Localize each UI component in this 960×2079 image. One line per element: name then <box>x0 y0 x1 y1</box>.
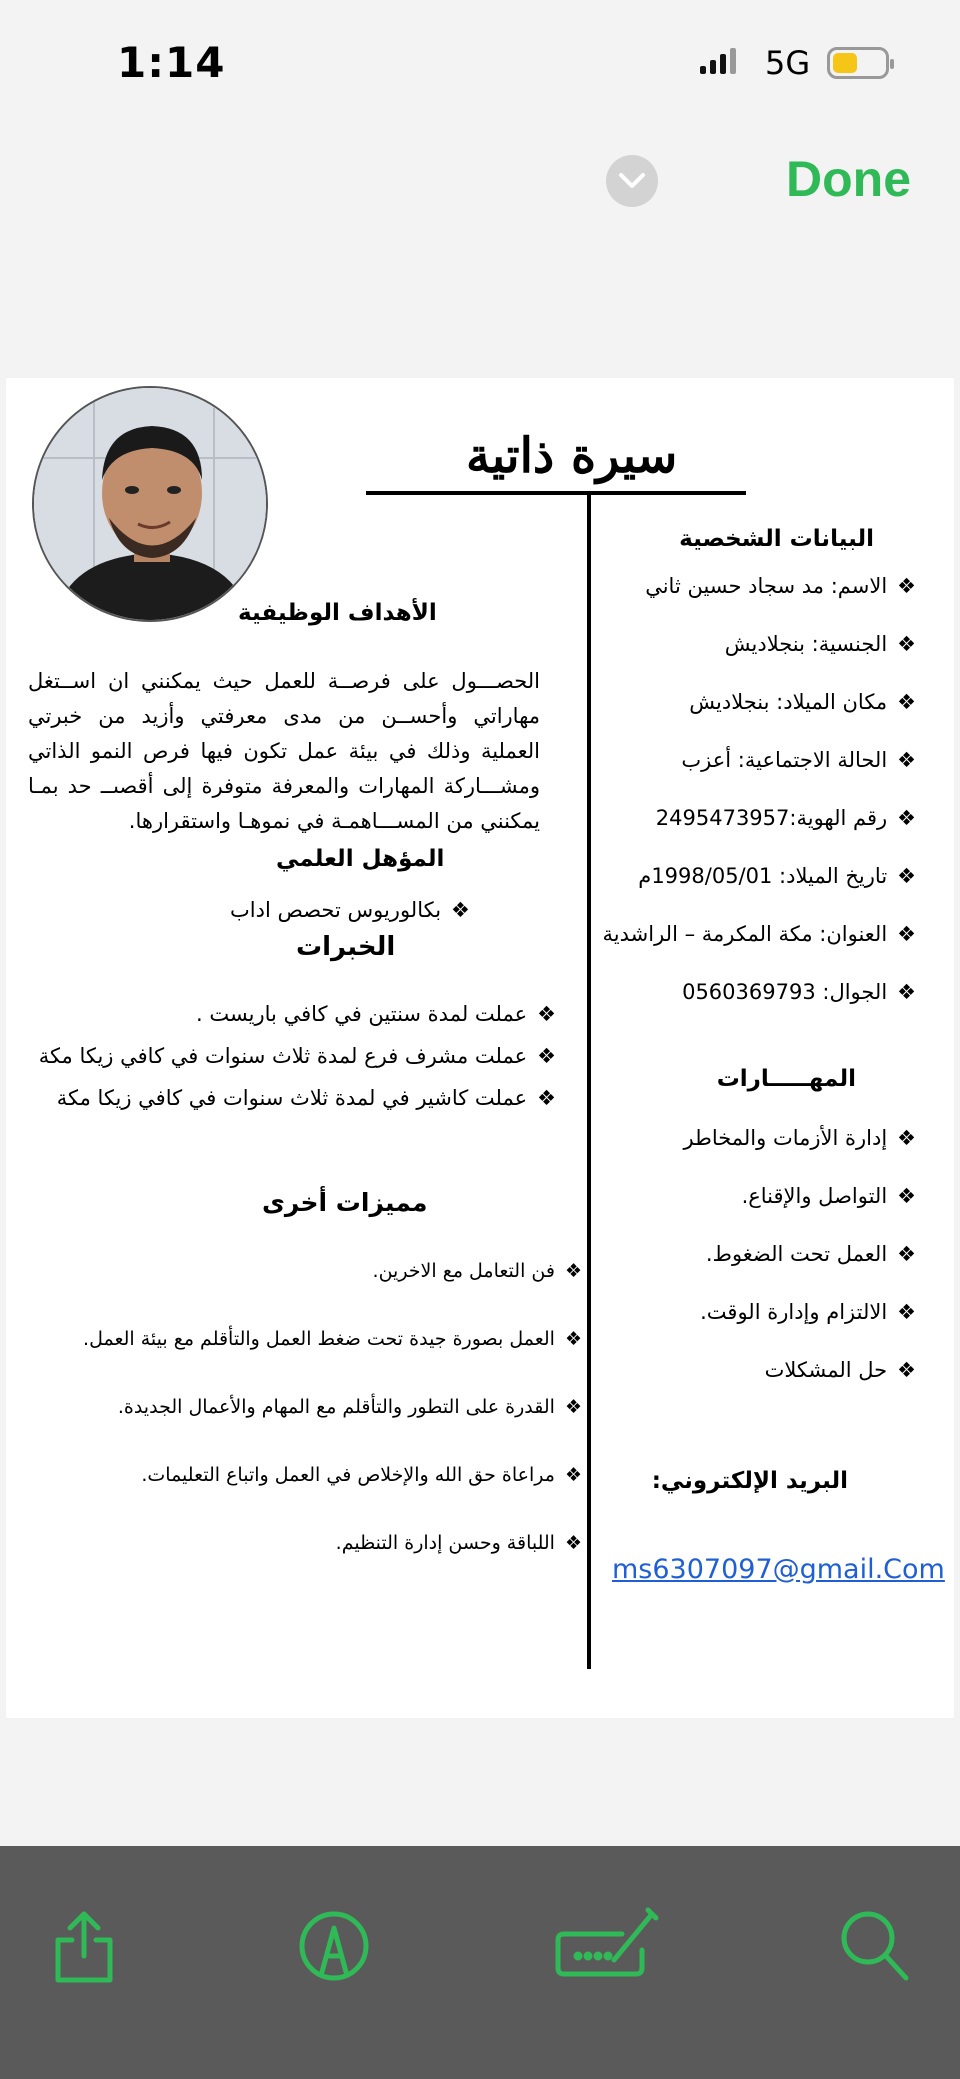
skills-heading: المهـــــارات <box>716 1066 856 1092</box>
bullet-icon: ❖ <box>451 898 470 922</box>
education-heading: المؤهل العلمي <box>276 846 445 872</box>
experience-item: ❖عملت كاشير في لمدة ثلاث سنوات في كافي زيكا مكة <box>56 1086 556 1110</box>
bottom-toolbar <box>0 1846 960 2079</box>
skill-item: ❖حل المشكلات <box>764 1358 916 1382</box>
bullet-icon: ❖ <box>897 1184 916 1208</box>
bullet-icon: ❖ <box>564 1396 582 1418</box>
title-divider <box>366 491 746 495</box>
skill-item: ❖الالتزام وإدارة الوقت. <box>700 1300 916 1324</box>
bullet-icon: ❖ <box>897 574 916 598</box>
bullet-icon: ❖ <box>564 1532 582 1554</box>
bullet-icon: ❖ <box>897 1242 916 1266</box>
bullet-icon: ❖ <box>564 1328 582 1350</box>
personal-item: ❖مكان الميلاد: بنجلاديش <box>689 690 916 714</box>
experience-item: ❖عملت مشرف فرع لمدة ثلاث سنوات في كافي زيكا مكة <box>38 1044 556 1068</box>
document-title: سيرة ذاتية <box>466 428 678 484</box>
status-time: 1:14 <box>117 38 226 87</box>
objectives-heading: الأهداف الوظيفية <box>238 600 437 626</box>
skill-item: ❖التواصل والإقناع. <box>741 1184 916 1208</box>
bullet-icon: ❖ <box>537 1002 556 1026</box>
bullet-icon: ❖ <box>564 1260 582 1282</box>
bullet-icon: ❖ <box>897 1358 916 1382</box>
education-item: ❖بكالوريوس تحصص اداب <box>230 898 470 922</box>
profile-photo <box>32 386 268 622</box>
other-item: ❖مراعاة حق الله والإخلاص في العمل واتباع التعليمات. <box>141 1464 582 1486</box>
bullet-icon: ❖ <box>897 632 916 656</box>
objectives-text: الحصـــول على فرصــة للعمل حيث يمكنني ان اســتغل مهاراتي وأحســن من مدى معرفتي وأزيد من خبرتي العملية وذلك في بيئة عمل تكون فيها فرص النمو الذاتي ومشـــاركة المهارات والمعرفة متوفرة إلى أقصىــ حد بمـا يمكنني من المســـاهمـة في نموهـا واستقرارها. <box>28 669 540 833</box>
personal-item: ❖تاريخ الميلاد: 1998/05/01م <box>638 864 916 888</box>
other-item: ❖اللباقة وحسن إدارة التنظيم. <box>335 1532 582 1554</box>
experience-item: ❖عملت لمدة سنتين في كافي باريست . <box>195 1002 556 1026</box>
share-icon[interactable] <box>44 1906 124 1986</box>
personal-item: ❖الحالة الاجتماعية: أعزب <box>681 748 916 772</box>
bullet-icon: ❖ <box>537 1044 556 1068</box>
chevron-down-icon[interactable] <box>606 155 658 207</box>
signal-icon <box>700 48 736 74</box>
other-item: ❖فن التعامل مع الاخرين. <box>372 1260 582 1282</box>
bullet-icon: ❖ <box>897 806 916 830</box>
bullet-icon: ❖ <box>897 980 916 1004</box>
other-item: ❖القدرة على التطور والتأقلم مع المهام والأعمال الجديدة. <box>117 1396 582 1418</box>
bullet-icon: ❖ <box>564 1464 582 1486</box>
done-button[interactable]: Done <box>786 151 911 207</box>
skill-item: ❖إدارة الأزمات والمخاطر <box>683 1126 916 1150</box>
column-divider <box>587 493 591 1669</box>
bullet-icon: ❖ <box>897 690 916 714</box>
search-icon[interactable] <box>834 1906 914 1986</box>
personal-item: ❖الجوال: 0560369793 <box>682 980 916 1004</box>
personal-item: ❖الجنسية: بنجلاديش <box>724 632 916 656</box>
bullet-icon: ❖ <box>897 748 916 772</box>
markup-icon[interactable] <box>294 1906 374 1986</box>
bullet-icon: ❖ <box>897 1126 916 1150</box>
other-heading: مميزات أخرى <box>262 1188 428 1217</box>
signature-icon[interactable] <box>552 1906 662 1986</box>
personal-heading: البيانات الشخصية <box>679 526 874 552</box>
personal-item: ❖رقم الهوية:2495473957 <box>655 806 916 830</box>
bullet-icon: ❖ <box>537 1086 556 1110</box>
bullet-icon: ❖ <box>897 864 916 888</box>
other-item: ❖العمل بصورة جيدة تحت ضغط العمل والتأقلم مع بيئة العمل. <box>83 1328 582 1350</box>
bullet-icon: ❖ <box>897 1300 916 1324</box>
network-label: 5G <box>765 44 811 82</box>
personal-item: ❖الاسم: مد سجاد حسين ثاني <box>645 574 916 598</box>
bullet-icon: ❖ <box>897 922 916 946</box>
experience-heading: الخبرات <box>296 932 396 962</box>
email-heading: البريد الإلكتروني: <box>651 1468 848 1494</box>
battery-icon <box>827 47 889 79</box>
email-link[interactable]: ms6307097@gmail.Com <box>612 1554 945 1585</box>
personal-item: ❖العنوان: مكة المكرمة – الراشدية <box>602 922 916 946</box>
document-page <box>6 378 954 1718</box>
skill-item: ❖العمل تحت الضغوط. <box>705 1242 916 1266</box>
